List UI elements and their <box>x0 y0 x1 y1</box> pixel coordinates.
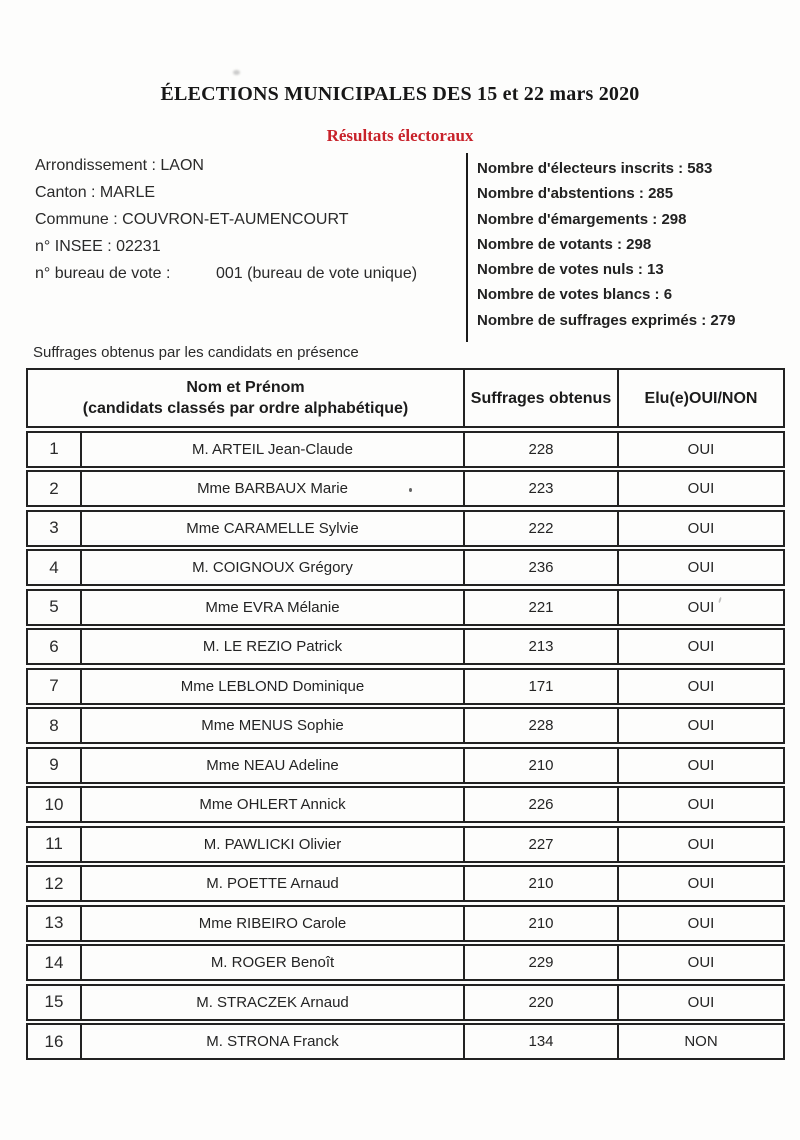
table-row <box>26 865 785 902</box>
scan-artifact <box>233 70 240 75</box>
table-row <box>26 905 785 942</box>
candidate-name: Mme LEBLOND Dominique <box>80 670 463 703</box>
candidate-number: 5 <box>49 597 59 616</box>
table-row <box>26 589 785 626</box>
candidate-name: M. STRONA Franck <box>80 1025 463 1058</box>
stat-line: Nombre de suffrages exprimés : 279 <box>477 311 736 329</box>
table-row <box>26 470 785 507</box>
header-name-line1: Nom et Prénom <box>186 379 305 396</box>
bureau-label: n° bureau de vote : <box>35 265 171 282</box>
stat-line: Nombre de votes nuls : 13 <box>477 261 664 279</box>
candidate-number: 2 <box>49 478 59 498</box>
candidate-name: M. ARTEIL Jean-Claude <box>80 433 463 466</box>
commune-info-lines <box>35 152 455 260</box>
vote-statistics-block <box>477 156 777 333</box>
table-row <box>26 786 785 823</box>
elected-status: OUI <box>617 749 783 782</box>
candidate-number: 12 <box>44 873 64 893</box>
header-name-column <box>28 370 463 426</box>
bureau-value: 001 (bureau de vote unique) <box>216 265 418 282</box>
header-elected-column: Elu(e)OUI/NON <box>617 370 783 426</box>
table-row <box>26 628 785 665</box>
elected-status: NON <box>617 1025 783 1058</box>
candidate-number: 1 <box>49 439 59 458</box>
candidate-number: 8 <box>49 715 59 735</box>
candidate-number: 13 <box>44 913 64 932</box>
table-row <box>26 984 785 1021</box>
elected-status: OUI <box>617 630 783 663</box>
page-title: ÉLECTIONS MUNICIPALES DES 15 et 22 mars 2020 <box>160 83 640 105</box>
votes-count: 210 <box>463 907 617 940</box>
header-votes-column: Suffrages obtenus <box>463 370 617 426</box>
candidate-name: M. STRACZEK Arnaud <box>80 986 463 1019</box>
candidate-name: Mme MENUS Sophie <box>80 709 463 742</box>
candidate-number: 10 <box>44 794 64 814</box>
table-row <box>26 510 785 547</box>
table-row <box>26 668 785 705</box>
table-row <box>26 944 785 981</box>
votes-count: 223 <box>463 472 617 505</box>
vertical-divider <box>466 153 468 342</box>
candidate-number: 15 <box>44 992 64 1011</box>
candidate-number: 11 <box>45 834 63 853</box>
stat-line: Nombre d'électeurs inscrits : 583 <box>477 160 713 177</box>
elected-status: OUI <box>617 946 783 979</box>
info-line: Canton : MARLE <box>35 184 156 201</box>
candidate-name: Mme RIBEIRO Carole <box>80 907 463 940</box>
stat-line: Nombre de votants : 298 <box>477 235 652 253</box>
candidate-name: Mme EVRA Mélanie <box>80 591 463 624</box>
candidate-name: Mme NEAU Adeline <box>80 749 463 782</box>
candidate-number: 6 <box>49 636 59 656</box>
elected-status: OUI <box>617 433 783 466</box>
candidate-name: Mme OHLERT Annick <box>80 788 463 821</box>
table-header-row <box>26 368 785 428</box>
candidate-number: 9 <box>49 755 59 774</box>
table-body <box>26 431 785 1061</box>
candidate-name: M. COIGNOUX Grégory <box>80 551 463 584</box>
votes-count: 228 <box>463 433 617 466</box>
elected-status: OUI <box>617 670 783 703</box>
results-table <box>26 368 785 1063</box>
votes-count: 228 <box>463 709 617 742</box>
table-row <box>26 549 785 586</box>
votes-count: 226 <box>463 788 617 821</box>
table-row <box>26 707 785 744</box>
table-caption: Suffrages obtenus par les candidats en présence <box>33 344 359 361</box>
table-row <box>26 1023 785 1060</box>
table-row <box>26 747 785 784</box>
votes-count: 220 <box>463 986 617 1019</box>
bureau-de-vote-line <box>35 260 455 287</box>
commune-info-block <box>35 152 455 287</box>
votes-count: 222 <box>463 512 617 545</box>
candidate-number: 4 <box>49 557 59 577</box>
candidate-number: 7 <box>49 676 59 695</box>
candidate-name: M. POETTE Arnaud <box>80 867 463 900</box>
candidate-name: M. ROGER Benoît <box>80 946 463 979</box>
votes-count: 227 <box>463 828 617 861</box>
elected-status: OUI <box>617 867 783 900</box>
candidate-name: M. PAWLICKI Olivier <box>80 828 463 861</box>
candidate-name: Mme BARBAUX Marie <box>80 472 463 505</box>
elected-status: OUI <box>617 907 783 940</box>
elected-status: OUI <box>617 828 783 861</box>
votes-count: 210 <box>463 749 617 782</box>
elected-status: OUI <box>617 986 783 1019</box>
elected-status: OUI <box>617 788 783 821</box>
info-line: Arrondissement : LAON <box>35 157 204 174</box>
votes-count: 221 <box>463 591 617 624</box>
votes-count: 229 <box>463 946 617 979</box>
elected-status: OUI <box>617 512 783 545</box>
header-name-line2: (candidats classés par ordre alphabétique) <box>82 400 409 417</box>
info-line: n° INSEE : 02231 <box>35 238 161 255</box>
votes-count: 134 <box>463 1025 617 1058</box>
candidate-name: Mme CARAMELLE Sylvie <box>80 512 463 545</box>
stat-line: Nombre d'émargements : 298 <box>477 210 687 228</box>
votes-count: 210 <box>463 867 617 900</box>
stat-line: Nombre de votes blancs : 6 <box>477 286 673 304</box>
votes-count: 213 <box>463 630 617 663</box>
elected-status: OUI <box>617 472 783 505</box>
table-row <box>26 826 785 863</box>
elected-status: OUI <box>617 709 783 742</box>
info-line: Commune : COUVRON-ET-AUMENCOURT <box>35 211 349 228</box>
stat-line: Nombre d'abstentions : 285 <box>477 185 674 203</box>
candidate-name: M. LE REZIO Patrick <box>80 630 463 663</box>
votes-count: 171 <box>463 670 617 703</box>
votes-count: 236 <box>463 551 617 584</box>
table-row <box>26 431 785 468</box>
candidate-number: 16 <box>44 1031 64 1051</box>
candidate-number: 14 <box>44 952 64 972</box>
candidate-number: 3 <box>49 518 59 537</box>
elected-status: OUI <box>617 551 783 584</box>
page-subtitle: Résultats électoraux <box>326 126 474 145</box>
elected-status: OUI <box>617 591 783 624</box>
